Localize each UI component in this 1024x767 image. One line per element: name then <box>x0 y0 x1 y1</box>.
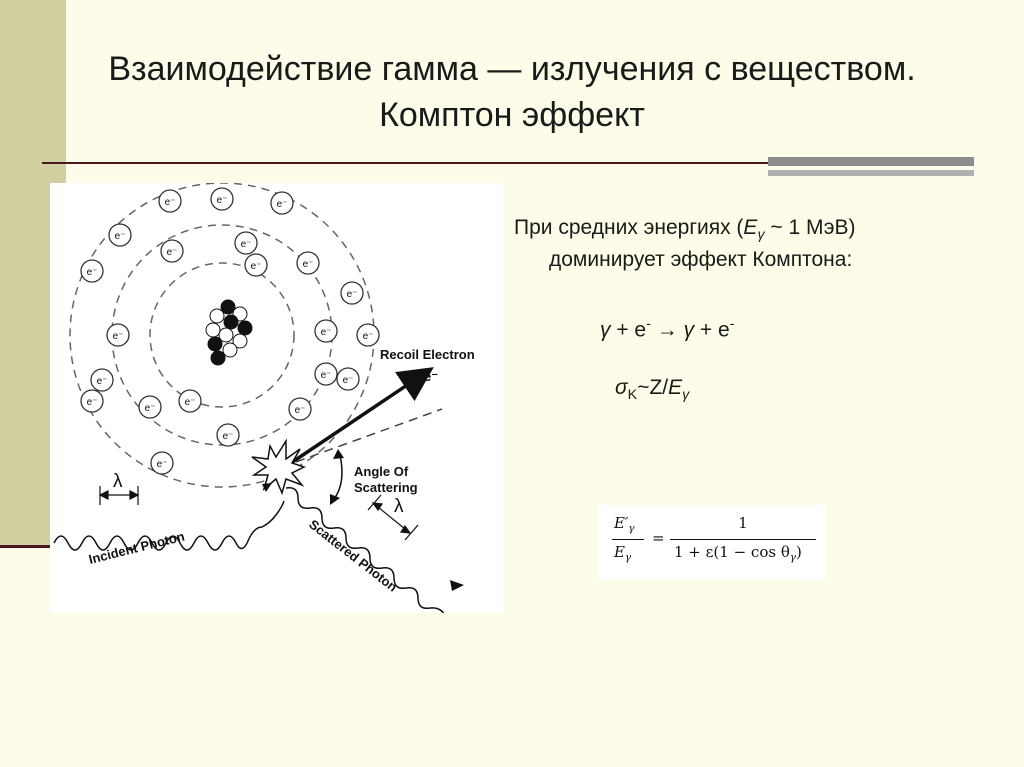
electron-label: e⁻ <box>346 289 358 300</box>
scattered-photon-arrowhead <box>450 580 464 591</box>
angle-of-scattering-line-2: Scattering <box>354 480 418 495</box>
electron-label: e⁻ <box>156 459 168 470</box>
electron-label: e⁻ <box>342 375 354 386</box>
electron-label: e⁻ <box>294 405 306 416</box>
formula-lhs-numerator <box>614 514 634 535</box>
electron-label: e⁻ <box>216 195 228 206</box>
reaction-gamma-in: γ <box>600 318 611 342</box>
cross-section-proportional: ~Z/ <box>637 376 669 399</box>
lambda-label-scattered: λ <box>394 496 404 517</box>
reaction-minus-in: - <box>646 316 651 332</box>
sigma-subscript-k: K <box>627 386 638 403</box>
collision-burst <box>252 441 304 493</box>
electron-label: e⁻ <box>114 231 126 242</box>
electron-label: e⁻ <box>320 370 332 381</box>
scattered-photon-label: Scattered Photon <box>306 516 401 595</box>
energy-range-line <box>514 216 855 243</box>
electron-label: e⁻ <box>276 199 288 210</box>
reaction-plus-e-in: + e <box>610 318 647 342</box>
electron-label: e⁻ <box>240 239 252 250</box>
title-line-1: Взаимодействие гамма — излучения с веществом. <box>108 50 916 88</box>
formula-lhs-den-e: E <box>614 543 625 561</box>
scattered-wavelength-bracket <box>368 495 418 540</box>
electron-label: e⁻ <box>96 376 108 387</box>
cross-section-energy: E <box>668 376 683 399</box>
electron-label: e⁻ <box>112 331 124 342</box>
lambda-label-incident: λ <box>113 471 123 492</box>
compton-diagram-svg <box>50 183 504 613</box>
energy-symbol: E <box>743 216 758 239</box>
electron-label: e⁻ <box>320 327 332 338</box>
formula-rhs-denominator <box>674 543 802 564</box>
formula-rhs-den-main: 1 + ε(1 − cos θ <box>674 543 790 561</box>
electron-label: e⁻ <box>302 259 314 270</box>
electron-label: e⁻ <box>222 431 234 442</box>
reaction-arrow: → <box>650 318 684 342</box>
formula-lhs-den-sub: γ <box>624 552 632 564</box>
electron-label: e⁻ <box>86 267 98 278</box>
cross-section-relation <box>615 376 689 403</box>
energy-gamma-subscript: γ <box>757 226 765 243</box>
incident-photon-arrowhead <box>262 483 272 492</box>
compton-energy-formula <box>598 505 826 580</box>
electron-label: e⁻ <box>144 403 156 414</box>
divider-accent-block <box>768 157 974 166</box>
sigma-symbol: σ <box>615 376 628 399</box>
compton-dominates-line: доминирует эффект Комптона: <box>549 248 853 271</box>
reaction-equation <box>600 316 734 343</box>
divider-accent-block-lower <box>768 170 974 176</box>
formula-rhs-fraction-bar <box>670 539 816 540</box>
left-accent-rule <box>0 545 50 548</box>
formula-rhs-den-sub: γ <box>789 552 796 564</box>
angle-arrow-up <box>333 449 344 459</box>
scattering-angle-arc <box>334 455 342 499</box>
cross-section-gamma: γ <box>682 386 690 403</box>
recoil-e-symbol: e⁻ <box>424 369 439 384</box>
compton-diagram <box>50 183 504 613</box>
reaction-gamma-out: γ <box>683 318 695 342</box>
scattered-photon-wave <box>286 488 482 613</box>
angle-arrow-down <box>330 494 340 505</box>
incident-photon-label: Incident Photon <box>87 528 187 567</box>
electron-label: e⁻ <box>164 197 176 208</box>
electron-label: e⁻ <box>184 397 196 408</box>
formula-lhs-num-sub: γ <box>628 523 635 535</box>
reaction-minus-out: - <box>729 316 735 332</box>
electron-label: e⁻ <box>86 397 98 408</box>
energy-range-prefix: При средних энергиях ( <box>514 216 744 239</box>
reaction-plus-e-out: + e <box>694 318 730 342</box>
energy-range-suffix: ~ 1 МэВ) <box>764 216 856 239</box>
nucleus <box>206 300 252 365</box>
formula-rhs-den-end: ) <box>795 543 802 561</box>
recoil-electron-label: Recoil Electron <box>380 347 475 362</box>
formula-rhs-numerator: 1 <box>738 514 748 532</box>
electron-label: e⁻ <box>362 331 374 342</box>
formula-lhs-num-e: E′ <box>614 514 629 532</box>
angle-of-scattering-line-1: Angle Of <box>354 464 409 479</box>
electron-label: e⁻ <box>250 261 262 272</box>
formula-lhs-fraction-bar <box>612 539 644 540</box>
electron-label: e⁻ <box>166 247 178 258</box>
formula-equals: = <box>652 529 665 547</box>
title-line-2: Комптон эффект <box>379 96 645 134</box>
formula-lhs-denominator <box>614 543 631 564</box>
